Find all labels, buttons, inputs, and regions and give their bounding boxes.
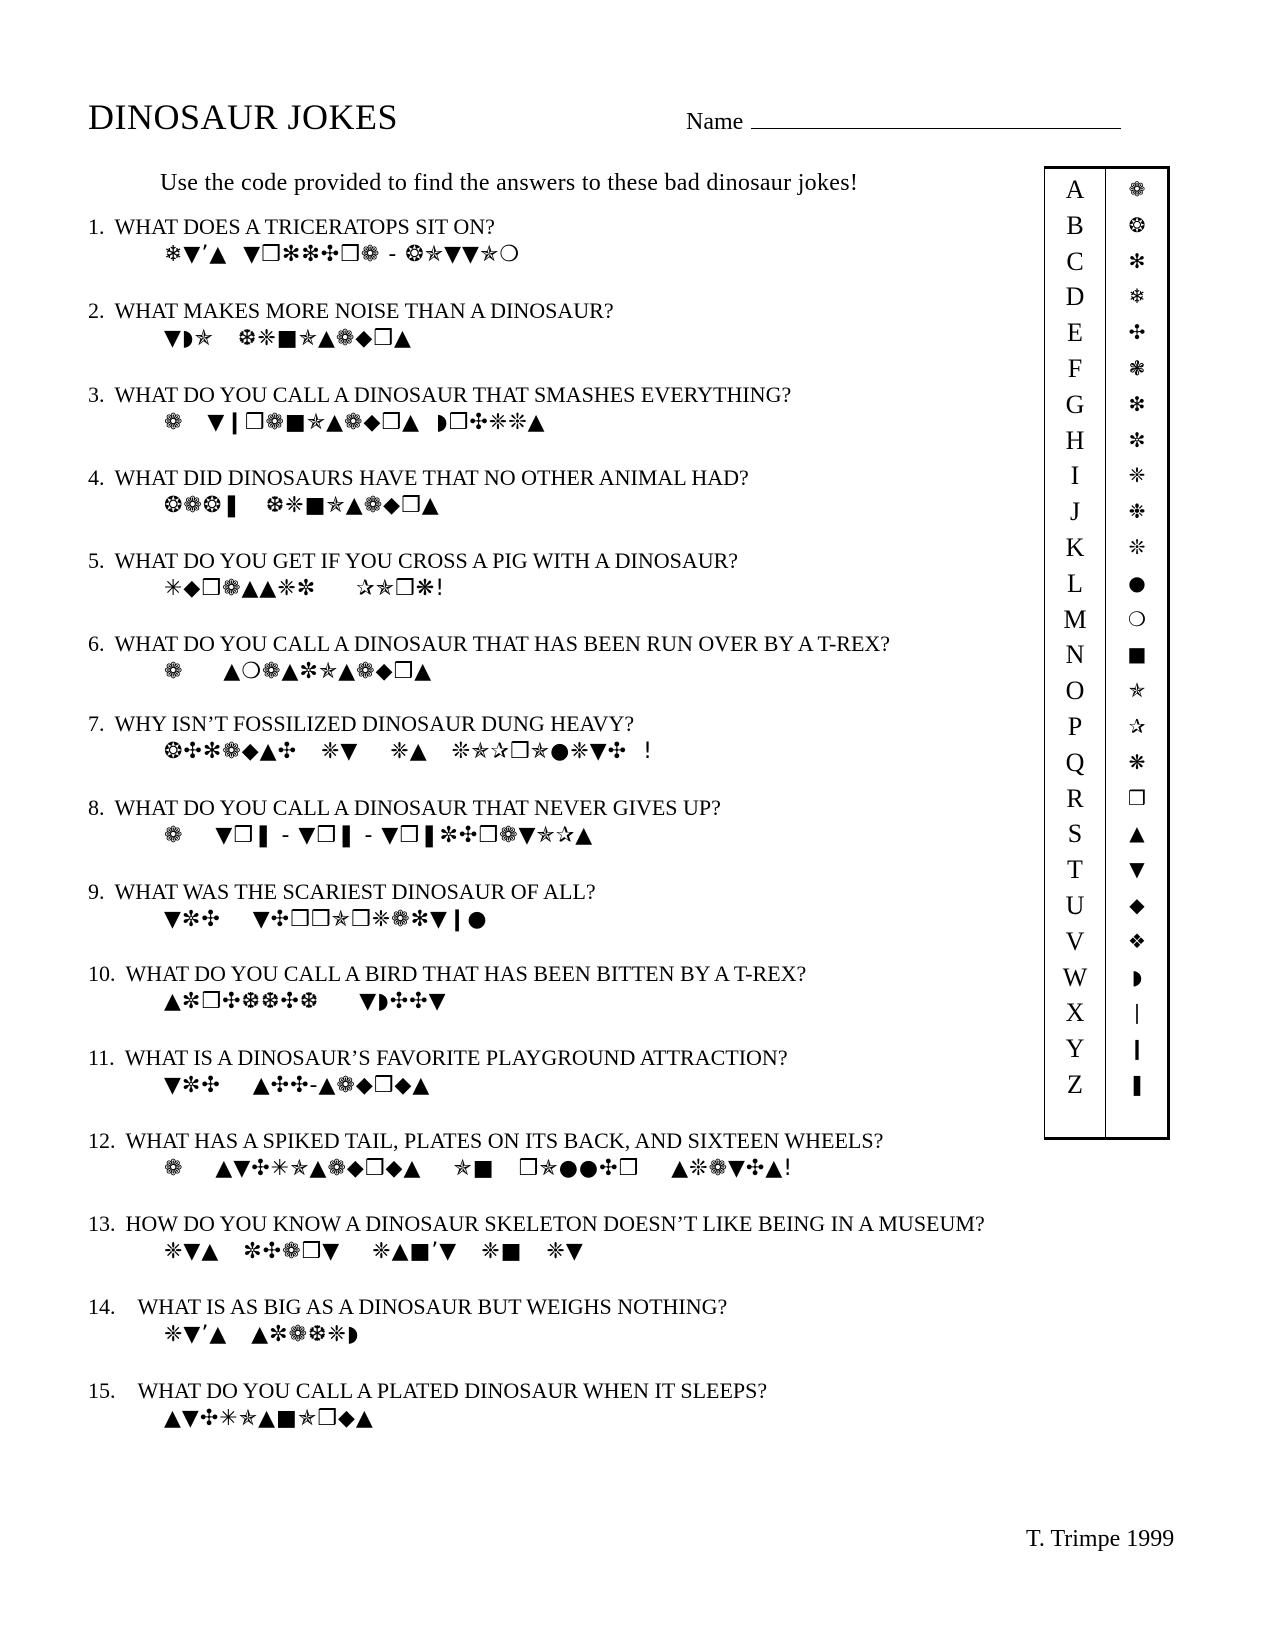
code-key-row	[1045, 959, 1167, 996]
question-label: WHY ISN’T FOSSILIZED DINOSAUR DUNG HEAVY?	[114, 711, 635, 736]
code-key-symbol-icon: ✯	[1128, 678, 1146, 703]
question-number: 11.	[88, 1045, 115, 1070]
question-number: 9.	[88, 879, 105, 904]
coded-answer: ❁ ▼❒❚ - ▼❒❚ - ▼❒❚✼✣❒❁▼✯✰▲	[164, 823, 594, 848]
code-key-letter: X	[1065, 998, 1085, 1028]
code-key-row	[1045, 314, 1167, 351]
code-key-letter: N	[1065, 640, 1085, 670]
question-item	[88, 465, 1138, 519]
code-key-symbol-icon: ❇	[1128, 391, 1146, 416]
coded-answer: ▲▼✣✳✯▲■✯❒◆▲	[164, 1406, 374, 1431]
code-key-letter: O	[1065, 676, 1085, 706]
code-key-letter: Z	[1067, 1070, 1083, 1099]
code-key-letter: B	[1066, 210, 1084, 240]
code-key-row	[1045, 1066, 1167, 1103]
code-key-symbol-icon: ❉	[1128, 499, 1146, 524]
code-key-row	[1045, 350, 1167, 387]
question-text	[88, 795, 1138, 821]
code-key-letter: A	[1065, 175, 1085, 204]
question-item	[88, 961, 1138, 1015]
question-label: WHAT WAS THE SCARIEST DINOSAUR OF ALL?	[114, 879, 596, 904]
code-key-row	[1045, 1030, 1167, 1067]
code-key-symbol-icon: ✼	[1128, 427, 1146, 452]
question-text	[88, 548, 1138, 574]
question-item	[88, 1211, 1138, 1265]
question-text	[88, 1294, 1138, 1320]
question-number: 1.	[88, 214, 105, 239]
question-number: 13.	[88, 1211, 116, 1236]
question-label: WHAT DO YOU CALL A DINOSAUR THAT HAS BEEN RUN OVER BY A T-REX?	[114, 631, 891, 656]
code-key-letter: U	[1065, 891, 1085, 920]
question-number: 3.	[88, 382, 105, 407]
question-label: WHAT DOES A TRICERATOPS SIT ON?	[114, 214, 495, 239]
question-label: WHAT DO YOU CALL A PLATED DINOSAUR WHEN IT SLEEPS?	[137, 1378, 768, 1403]
question-number: 5.	[88, 548, 105, 573]
question-item	[88, 1294, 1138, 1348]
question-item	[88, 298, 1138, 352]
code-key-letter: C	[1066, 246, 1084, 276]
code-key-symbol-icon: ❈	[1128, 463, 1146, 488]
code-key-symbol-icon: ❖	[1128, 928, 1146, 953]
question-item	[88, 1045, 1138, 1099]
question-text	[88, 214, 1138, 240]
code-key-row	[1045, 278, 1167, 315]
code-key-symbol-icon: ❃	[1128, 356, 1146, 380]
question-label: WHAT MAKES MORE NOISE THAN A DINOSAUR?	[114, 298, 614, 323]
coded-answer: ▼◗✯ ❆❈■✯▲❁◆❒▲	[164, 326, 412, 351]
code-key-symbol-icon: ✣	[1128, 320, 1146, 345]
question-text	[88, 382, 1138, 408]
question-number: 12.	[88, 1128, 116, 1153]
name-field[interactable]	[686, 108, 1121, 136]
question-label: WHAT IS A DINOSAUR’S FAVORITE PLAYGROUND ATTRACTION?	[124, 1045, 788, 1070]
code-key-row	[1045, 601, 1167, 638]
question-item	[88, 548, 1138, 602]
question-item	[88, 711, 1138, 765]
code-key-symbol-icon: ❒	[1128, 785, 1146, 810]
question-item	[88, 1128, 1138, 1182]
question-label: WHAT DO YOU CALL A DINOSAUR THAT NEVER GIVES UP?	[114, 795, 721, 820]
question-text	[88, 1378, 1138, 1404]
question-number: 10.	[88, 961, 116, 986]
coded-answer: ❄▼’▲ ▼❒✻❇✣❒❁ - ❂✯▼▼✯❍	[164, 242, 521, 267]
question-text	[88, 1128, 1138, 1154]
question-item	[88, 631, 1138, 685]
coded-answer: ▼✼✣ ▼✣❒❒✯❒❈❁✻▼❙●	[164, 907, 488, 932]
code-key-symbol-icon: ❁	[1128, 177, 1146, 201]
code-key-letter: T	[1067, 855, 1083, 885]
code-key-symbol-icon: ◆	[1129, 893, 1145, 917]
code-key-row	[1045, 994, 1167, 1031]
question-text	[88, 879, 1138, 905]
code-key-letter: I	[1070, 461, 1080, 491]
code-key-symbol-icon: ◗	[1131, 964, 1143, 989]
code-key-letter: Q	[1065, 747, 1085, 777]
code-key-letter: P	[1067, 712, 1083, 741]
code-key-symbol-icon: ▼	[1129, 857, 1145, 882]
instructions: Use the code provided to find the answers to these bad dinosaur jokes!	[160, 170, 859, 196]
question-label: WHAT DID DINOSAURS HAVE THAT NO OTHER ANIMAL HAD?	[114, 465, 749, 490]
coded-answer: ❁ ▼❙❒❁■✯▲❁◆❒▲ ◗❒✣❈❊▲	[164, 410, 546, 435]
code-key-symbol-icon: ❙	[1128, 1036, 1146, 1061]
coded-answer: ❁ ▲▼✣✳✯▲❁◆❒◆▲ ✯■ ❒✯●●✣❒ ▲❊❁▼✣▲!	[164, 1156, 794, 1181]
question-number: 7.	[88, 711, 105, 736]
code-key-letter: H	[1065, 425, 1085, 455]
page-title: DINOSAUR JOKES	[88, 97, 399, 137]
code-key-symbol-icon: ▲	[1129, 821, 1145, 846]
coded-answer: ▼✼✣ ▲✣✣-▲❁◆❒◆▲	[164, 1073, 431, 1098]
code-key-letter: W	[1062, 962, 1088, 992]
question-text	[88, 961, 1138, 987]
code-key-letter: D	[1065, 282, 1085, 312]
code-key-row	[1045, 457, 1167, 494]
question-label: WHAT DO YOU GET IF YOU CROSS A PIG WITH A DINOSAUR?	[114, 548, 739, 573]
code-key-row	[1045, 708, 1167, 745]
question-label: HOW DO YOU KNOW A DINOSAUR SKELETON DOESN’T LIKE BEING IN A MUSEUM?	[125, 1211, 985, 1236]
question-text	[88, 465, 1138, 491]
name-blank-line[interactable]	[751, 108, 1121, 129]
code-key-row	[1045, 565, 1167, 602]
question-item	[88, 214, 1138, 268]
name-label: Name	[686, 109, 744, 135]
code-key-row	[1045, 493, 1167, 530]
coded-answer: ❈▼▲ ✼✣❁❒▼ ❈▲■’▼ ❈■ ❈▼	[164, 1239, 584, 1264]
question-number: 8.	[88, 795, 105, 820]
question-item	[88, 879, 1138, 933]
question-label: WHAT DO YOU CALL A DINOSAUR THAT SMASHES EVERYTHING?	[114, 382, 792, 407]
question-text	[88, 631, 1138, 657]
code-key-symbol-icon: ❊	[1128, 535, 1146, 559]
code-key-symbol-icon: ●	[1128, 570, 1146, 595]
code-key-symbol-icon: ❍	[1128, 606, 1146, 631]
code-key-letter: K	[1065, 533, 1085, 562]
coded-answer: ❂❁❂❚ ❆❈■✯▲❁◆❒▲	[164, 493, 440, 518]
coded-answer: ✳◆❒❁▲▲❈✼ ✰✯❒❋!	[164, 576, 446, 601]
coded-answer: ❈▼’▲ ▲✼❁❆❈◗	[164, 1322, 360, 1347]
code-key-letter: F	[1067, 354, 1083, 383]
code-key-symbol-icon: ✰	[1128, 714, 1146, 738]
question-text	[88, 1211, 1138, 1237]
question-item	[88, 382, 1138, 436]
code-key-letter: J	[1069, 497, 1081, 527]
code-key-symbol-icon: ❚	[1128, 1072, 1146, 1096]
code-key-letter: S	[1067, 819, 1083, 849]
question-number: 6.	[88, 631, 105, 656]
code-key-row	[1045, 636, 1167, 673]
code-key-row	[1045, 422, 1167, 459]
code-key-letter: V	[1065, 926, 1085, 956]
code-key-symbol-icon: ❄	[1128, 284, 1146, 309]
code-key-letter: R	[1066, 783, 1084, 813]
code-key-letter: M	[1063, 604, 1087, 634]
code-key-symbol-icon: ✻	[1128, 248, 1146, 273]
question-number: 4.	[88, 465, 105, 490]
code-key-row	[1045, 243, 1167, 280]
question-number: 14.	[88, 1294, 116, 1319]
question-item	[88, 1378, 1138, 1432]
code-key-row	[1045, 851, 1167, 888]
coded-answer: ❁ ▲❍❁▲✼✯▲❁◆❒▲	[164, 659, 433, 684]
code-key-row	[1045, 171, 1167, 208]
code-key-symbol-icon: ■	[1127, 642, 1147, 667]
question-label: WHAT IS AS BIG AS A DINOSAUR BUT WEIGHS NOTHING?	[137, 1294, 728, 1319]
question-number: 2.	[88, 298, 105, 323]
question-text	[88, 711, 1138, 737]
code-key-row	[1045, 529, 1167, 566]
coded-answer: ❂✣✻❁◆▲✣ ❈▼ ❈▲ ❊✯✰❒✯●❈▼✣ !	[164, 739, 653, 764]
question-number: 15.	[88, 1378, 116, 1403]
question-label: WHAT HAS A SPIKED TAIL, PLATES ON ITS BACK, AND SIXTEEN WHEELS?	[125, 1128, 884, 1153]
code-key-symbol-icon: ❘	[1128, 1000, 1146, 1025]
code-key-row	[1045, 780, 1167, 817]
question-item	[88, 795, 1138, 849]
code-key-symbol-icon: ❂	[1128, 212, 1146, 237]
question-text	[88, 1045, 1138, 1071]
code-key-row	[1045, 207, 1167, 244]
code-key-letter: G	[1065, 389, 1085, 419]
code-key-row	[1045, 923, 1167, 960]
code-key-letter: Y	[1065, 1034, 1085, 1064]
code-key-symbol-icon: ❋	[1128, 749, 1146, 774]
question-text	[88, 298, 1138, 324]
code-key-row	[1045, 386, 1167, 423]
coded-answer: ▲✼❒✣❆❆✣❆ ▼◗✣✣▼	[164, 989, 447, 1014]
code-key-table	[1044, 166, 1170, 1140]
code-key-row	[1045, 815, 1167, 852]
code-key-row	[1045, 887, 1167, 924]
code-key-letter: E	[1067, 318, 1083, 348]
code-key-letter: L	[1067, 568, 1083, 598]
credit: T. Trimpe 1999	[1026, 1526, 1175, 1552]
question-label: WHAT DO YOU CALL A BIRD THAT HAS BEEN BITTEN BY A T-REX?	[125, 961, 807, 986]
code-key-row	[1045, 672, 1167, 709]
code-key-row	[1045, 744, 1167, 781]
